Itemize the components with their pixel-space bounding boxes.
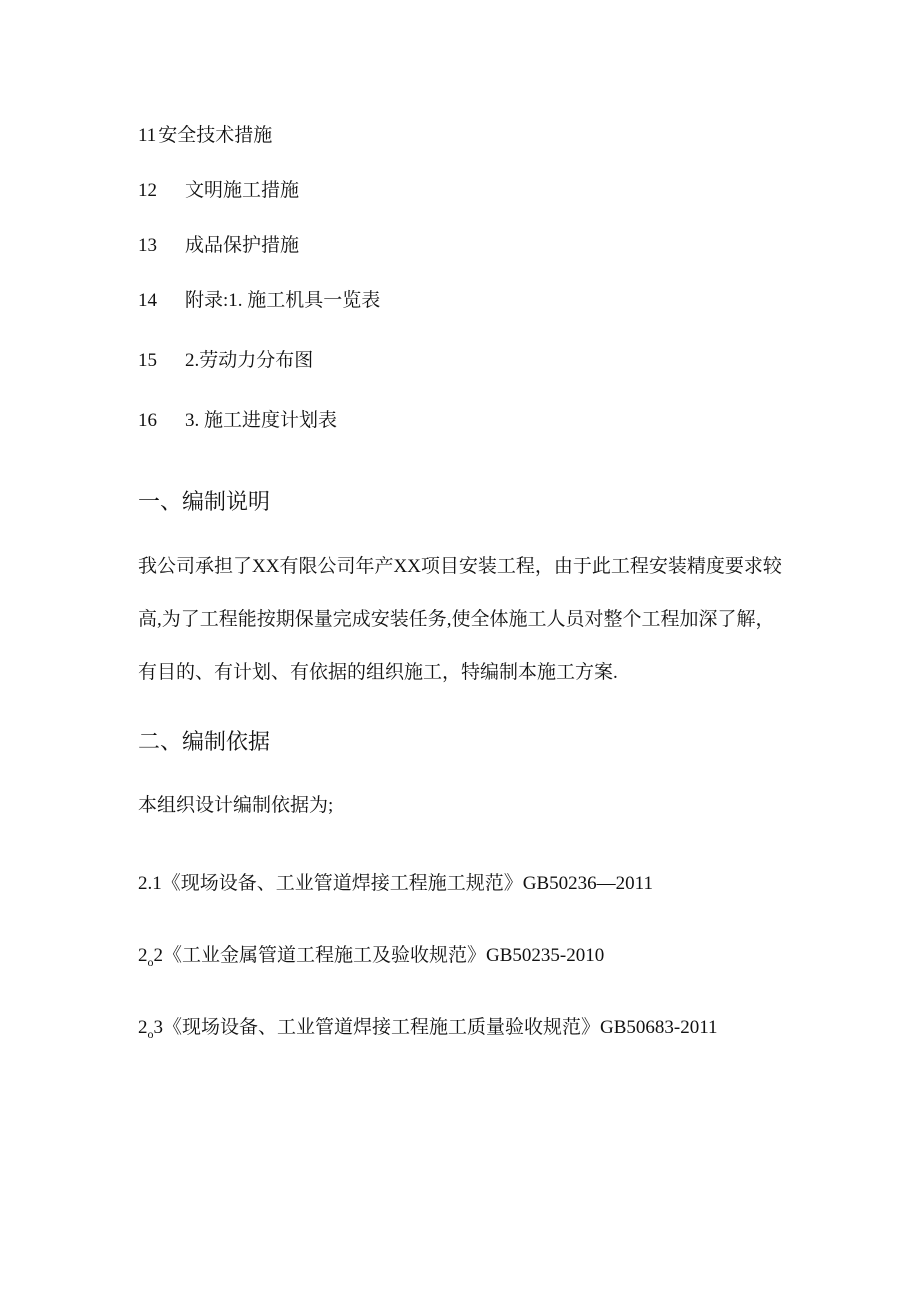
reference-item: [138, 872, 653, 896]
section-heading: 二、编制依据: [138, 729, 271, 754]
toc-text: 附录:1. 施工机具一览表: [185, 290, 381, 311]
toc-text: 文明施工措施: [185, 180, 300, 201]
reference-item: [138, 1016, 718, 1046]
reference-title: 《现场设备、工业管道焊接工程施工规范》GB50236—2011: [161, 873, 653, 894]
toc-text: 2.劳动力分布图: [185, 350, 314, 371]
toc-item: [138, 124, 272, 148]
reference-item: [138, 944, 604, 974]
reference-number: 2: [138, 945, 148, 966]
toc-number: 13: [138, 235, 157, 256]
section-heading: 一、编制说明: [138, 489, 271, 514]
reference-title: 《现场设备、工业管道焊接工程施工质量验收规范》GB50683-2011: [163, 1017, 718, 1038]
toc-number: 11: [138, 125, 157, 146]
reference-number: 2.1: [138, 873, 162, 894]
toc-number: 15: [138, 350, 157, 371]
section-paragraph: 我公司承担了XX有限公司年产XX项目安装工程，由于此工程安装精度要求较高,为了工程能按期保量完成安装任务,使全体施工人员对整个工程加深了解，有目的、有计划、有依据的组织施工，特编制本施工方案.: [138, 556, 782, 683]
toc-item: [138, 179, 299, 203]
toc-item: [138, 409, 337, 433]
reference-number-sub: o: [147, 1027, 154, 1041]
toc-text: 安全技术措施: [158, 125, 273, 146]
reference-number-suffix: 3: [153, 1017, 163, 1038]
section-intro: 本组织设计编制依据为;: [138, 795, 334, 816]
reference-number-sub: o: [147, 955, 154, 969]
toc-number: 12: [138, 180, 157, 201]
toc-item: [138, 289, 380, 313]
reference-number: 2: [138, 1017, 148, 1038]
toc-text: 成品保护措施: [185, 235, 300, 256]
toc-number: 16: [138, 410, 157, 431]
reference-title: 《工业金属管道工程施工及验收规范》GB50235-2010: [163, 945, 605, 966]
toc-text: 3. 施工进度计划表: [185, 410, 338, 431]
reference-number-suffix: 2: [153, 945, 163, 966]
toc-number: 14: [138, 290, 157, 311]
toc-item: [138, 234, 299, 258]
toc-item: [138, 349, 313, 373]
